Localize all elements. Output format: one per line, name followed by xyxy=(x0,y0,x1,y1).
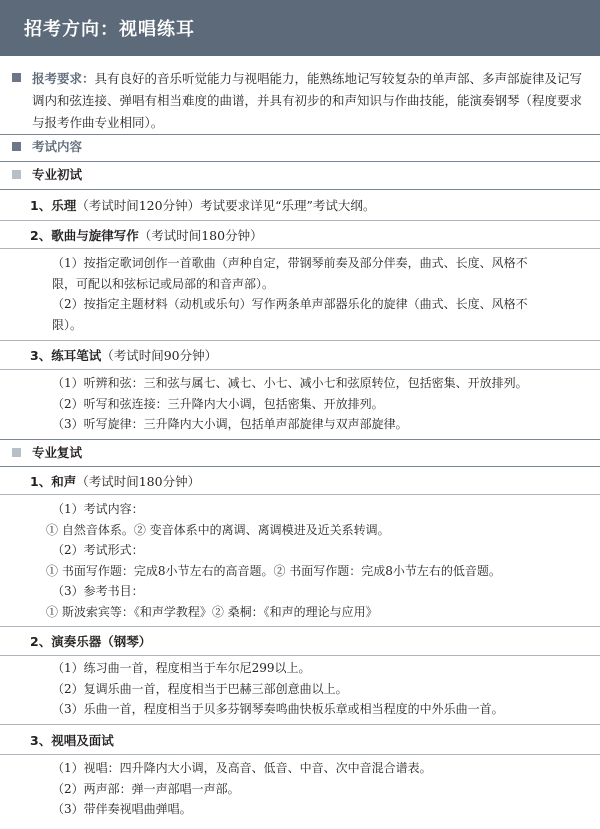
detail-line: （1）按指定歌词创作一首歌曲（声种自定，带钢琴前奏及部分伴奏，曲式、长度、风格不 xyxy=(52,256,528,270)
square-bullet-icon xyxy=(12,170,21,179)
detail-line: （2）按指定主题材料（动机或乐句）写作两条单声部器乐化的旋律（曲式、长度、风格不 xyxy=(52,297,528,311)
divider xyxy=(0,134,600,135)
final-heading xyxy=(0,442,600,462)
item-note: （考试时间180分钟） xyxy=(138,228,263,243)
item-name: 乐理 xyxy=(51,198,77,213)
exam-content-heading xyxy=(0,136,600,156)
requirement-text-block xyxy=(32,68,586,134)
banner-title: 招考方向：视唱练耳 xyxy=(24,19,195,40)
divider xyxy=(0,466,600,467)
final-item-1 xyxy=(30,472,200,490)
divider xyxy=(0,724,600,725)
divider xyxy=(0,340,600,341)
detail-line: （2）两声部：弹一声部唱一声部。 xyxy=(52,781,240,796)
item-number: 3、 xyxy=(30,348,52,363)
divider xyxy=(0,369,600,370)
requirement-label: 报考要求： xyxy=(32,71,95,86)
item-number: 3、 xyxy=(30,733,52,748)
detail-line: 限）。 xyxy=(52,317,83,332)
item-note: （考试时间90分钟） xyxy=(101,348,218,363)
detail-line: （3）听写旋律：三升降内大小调，包括单声部旋律与双声部旋律。 xyxy=(52,417,408,431)
item-name: 练耳笔试 xyxy=(51,348,102,363)
divider xyxy=(0,626,600,627)
prelim-item-2 xyxy=(30,226,263,244)
item-name: 和声 xyxy=(51,474,77,489)
item-note: （考试时间180分钟） xyxy=(76,474,201,489)
detail-line: ① 斯波索宾等：《和声学教程》② 桑桐：《和声的理论与应用》 xyxy=(46,604,378,619)
detail-line: （2）听写和弦连接：三升降内大小调，包括密集、开放排列。 xyxy=(52,396,384,411)
item-note: （考试时间120分钟）考试要求详见“乐理”考试大纲。 xyxy=(76,198,376,213)
detail-line: （1）练习曲一首，程度相当于车尔尼299以上。 xyxy=(52,661,311,675)
final-item-3-details xyxy=(52,758,580,820)
item-number: 2、 xyxy=(30,634,52,649)
divider xyxy=(0,754,600,755)
requirement-text: 具有良好的音乐听觉能力与视唱能力，能熟练地记写较复杂的单声部、多声部旋律及记写调内和弦连接、弹唱有相当难度的曲谱，并具有初步的和声知识与作曲技能，能演奏钢琴（程度要求与报考作曲专业相同）。 xyxy=(32,71,583,130)
prelim-item-3 xyxy=(30,346,217,364)
final-title: 专业复试 xyxy=(32,445,83,460)
item-name: 演奏乐器（钢琴） xyxy=(51,634,152,649)
detail-line: （1）考试内容： xyxy=(52,502,144,516)
exam-content-title: 考试内容 xyxy=(32,139,83,154)
item-number: 1、 xyxy=(30,474,52,489)
page-banner xyxy=(0,0,600,56)
square-bullet-icon xyxy=(12,448,21,457)
detail-line: （1）视唱：四升降内大小调，及高音、低音、中音、次中音混合谱表。 xyxy=(52,761,432,775)
divider xyxy=(0,161,600,162)
item-name: 视唱及面试 xyxy=(51,733,114,748)
final-item-3 xyxy=(30,731,114,749)
square-bullet-icon xyxy=(12,142,21,151)
item-number: 2、 xyxy=(30,228,52,243)
item-number: 1、 xyxy=(30,198,52,213)
detail-line: 限，可配以和弦标记或局部的和音声部）。 xyxy=(52,276,275,291)
detail-line: ① 书面写作题：完成8小节左右的高音题。② 书面写作题：完成8小节左右的低音题。 xyxy=(46,563,501,578)
prelim-item-1 xyxy=(30,196,375,214)
final-item-2 xyxy=(30,632,151,650)
detail-line: ① 自然音体系。② 变音体系中的离调、离调模进及近关系转调。 xyxy=(46,522,390,537)
detail-line: （2）考试形式： xyxy=(52,543,144,557)
detail-line: （3）乐曲一首，程度相当于贝多芬钢琴奏鸣曲快板乐章或相当程度的中外乐曲一首。 xyxy=(52,702,504,716)
detail-line: （2）复调乐曲一首，程度相当于巴赫三部创意曲以上。 xyxy=(52,681,348,696)
divider xyxy=(0,248,600,249)
detail-line: （1）听辨和弦：三和弦与属七、减七、小七、减小七和弦原转位，包括密集、开放排列。 xyxy=(52,376,528,390)
square-bullet-icon xyxy=(12,73,21,82)
prelim-item-2-details xyxy=(52,253,580,335)
final-item-2-details xyxy=(52,658,580,720)
prelim-item-3-details xyxy=(52,373,580,435)
prelim-heading xyxy=(0,164,600,184)
detail-line: （3）参考书目： xyxy=(52,584,144,598)
prelim-title: 专业初试 xyxy=(32,167,83,182)
final-item-1-details xyxy=(46,499,580,622)
divider xyxy=(0,189,600,190)
item-name: 歌曲与旋律写作 xyxy=(51,228,139,243)
divider xyxy=(0,655,600,656)
divider xyxy=(0,220,600,221)
requirement-block xyxy=(0,68,600,134)
divider xyxy=(0,439,600,440)
divider xyxy=(0,494,600,495)
detail-line: （3）带伴奏视唱曲弹唱。 xyxy=(52,802,192,816)
